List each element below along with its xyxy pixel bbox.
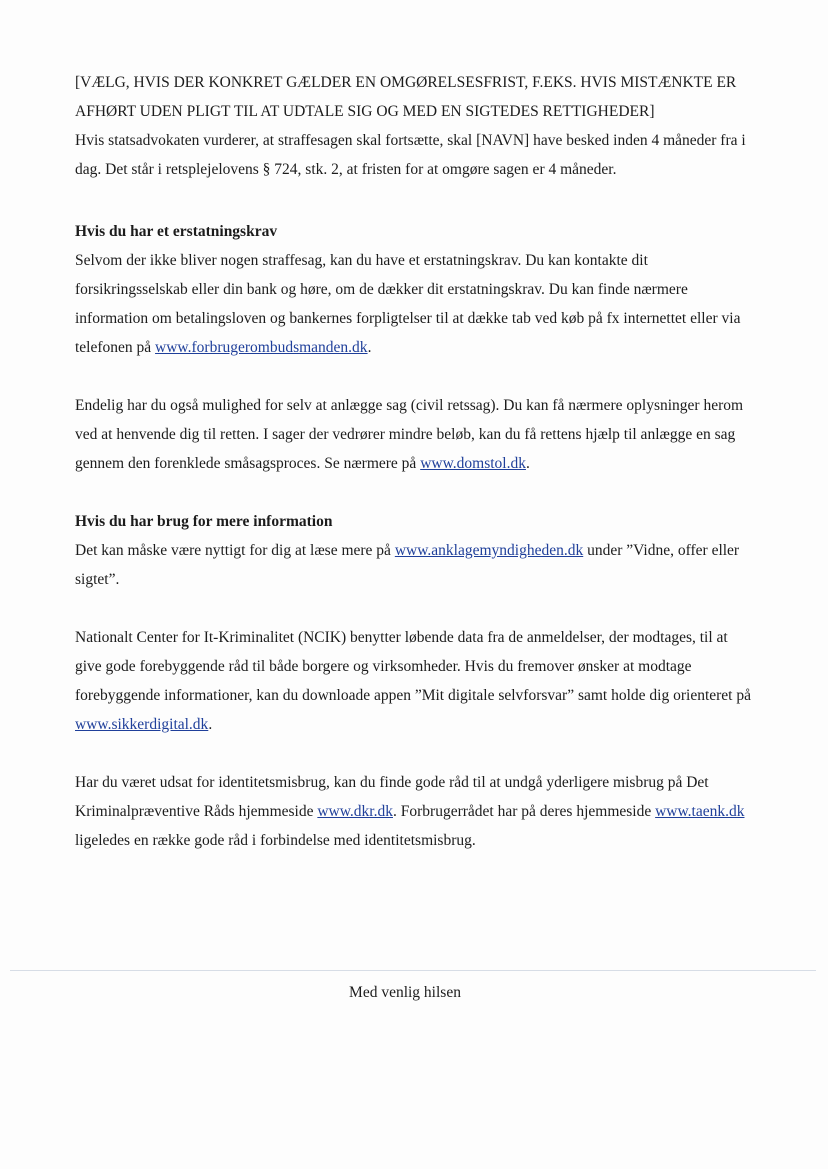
ncik-paragraph <box>75 623 755 739</box>
more-info-heading: Hvis du har brug for mere information <box>75 513 333 530</box>
civil-case-paragraph <box>75 391 755 478</box>
deadline-paragraph: Hvis statsadvokaten vurderer, at straffesagen skal fortsætte, skal [NAVN] have besked inden 4 måneder fra i dag. Det står i retsplejelovens § 724, stk. 2, at fristen for at omgøre sagen er 4 måneder. <box>75 132 746 178</box>
sikkerdigital-link[interactable]: www.sikkerdigital.dk <box>75 716 209 733</box>
spacer <box>75 184 755 213</box>
taenk-link[interactable]: www.taenk.dk <box>655 803 745 820</box>
civil-case-text: Endelig har du også mulighed for selv at anlægge sag (civil retssag). Du kan få nærmere oplysninger herom ved at henvende dig til retten. I sager der vedrører mindre beløb, kan du få rettens hjælp til anlægge en sag gennem den forenklede småsagsproces. Se nærmere på <box>75 397 744 472</box>
identity-theft-paragraph <box>75 768 755 855</box>
punctuation: . <box>367 339 372 356</box>
spacer <box>75 594 755 623</box>
page-divider <box>10 970 816 971</box>
spacer <box>75 362 755 391</box>
spacer <box>75 478 755 507</box>
dkr-link[interactable]: www.dkr.dk <box>317 803 393 820</box>
domstol-link[interactable]: www.domstol.dk <box>420 455 526 472</box>
spacer <box>75 739 755 768</box>
ncik-text: Nationalt Center for It-Kriminalitet (NCIK) benytter løbende data fra de anmeldelser, der modtages, til at give gode forebyggende råd til både borgere og virksomheder. Hvis du fremover ønsker at modtage forebyggende informationer, kan du downloade appen ”Mit digitale selvforsvar” samt holde dig orienteret på <box>75 629 751 704</box>
letter-body <box>75 68 755 855</box>
identity-theft-end: ligeledes en række gode råd i forbindelse med identitetsmisbrug. <box>75 832 476 849</box>
compensation-heading: Hvis du har et erstatningskrav <box>75 223 278 240</box>
more-info-paragraph <box>75 536 755 594</box>
punctuation: . <box>525 455 530 472</box>
closing-salutation: Med venlig hilsen <box>349 984 461 1001</box>
instruction-notice: [VÆLG, HVIS DER KONKRET GÆLDER EN OMGØRELSESFRIST, F.EKS. HVIS MISTÆNKTE ER AFHØRT UDEN PLIGT TIL AT UDTALE SIG OG MED EN SIGTEDES RETTIGHEDER] <box>75 74 737 120</box>
identity-theft-text: Har du været udsat for identitetsmisbrug, kan du finde gode råd til at undgå yderligere misbrug på Det Kriminalpræventive Råds hjemmeside <box>75 774 709 820</box>
more-info-end: under ”Vidne, offer eller sigtet”. <box>75 542 740 588</box>
forbrugerombudsmanden-link[interactable]: www.forbrugerombudsmanden.dk <box>155 339 368 356</box>
anklagemyndigheden-link[interactable]: www.anklagemyndigheden.dk <box>394 542 584 559</box>
compensation-text: Selvom der ikke bliver nogen straffesag, kan du have et erstatningskrav. Du kan kontakte dit forsikringsselskab eller din bank og høre, om de dækker dit erstatningskrav. Du kan finde nærmere information om betalingsloven og bankernes forpligtelser til at dække tab ved køb på fx internettet eller via telefonen på <box>75 252 741 356</box>
more-info-text: Det kan måske være nyttigt for dig at læse mere på <box>75 542 395 559</box>
compensation-paragraph <box>75 246 755 362</box>
identity-theft-mid: . Forbrugerrådet har på deres hjemmeside <box>393 803 656 820</box>
punctuation: . <box>208 716 213 733</box>
